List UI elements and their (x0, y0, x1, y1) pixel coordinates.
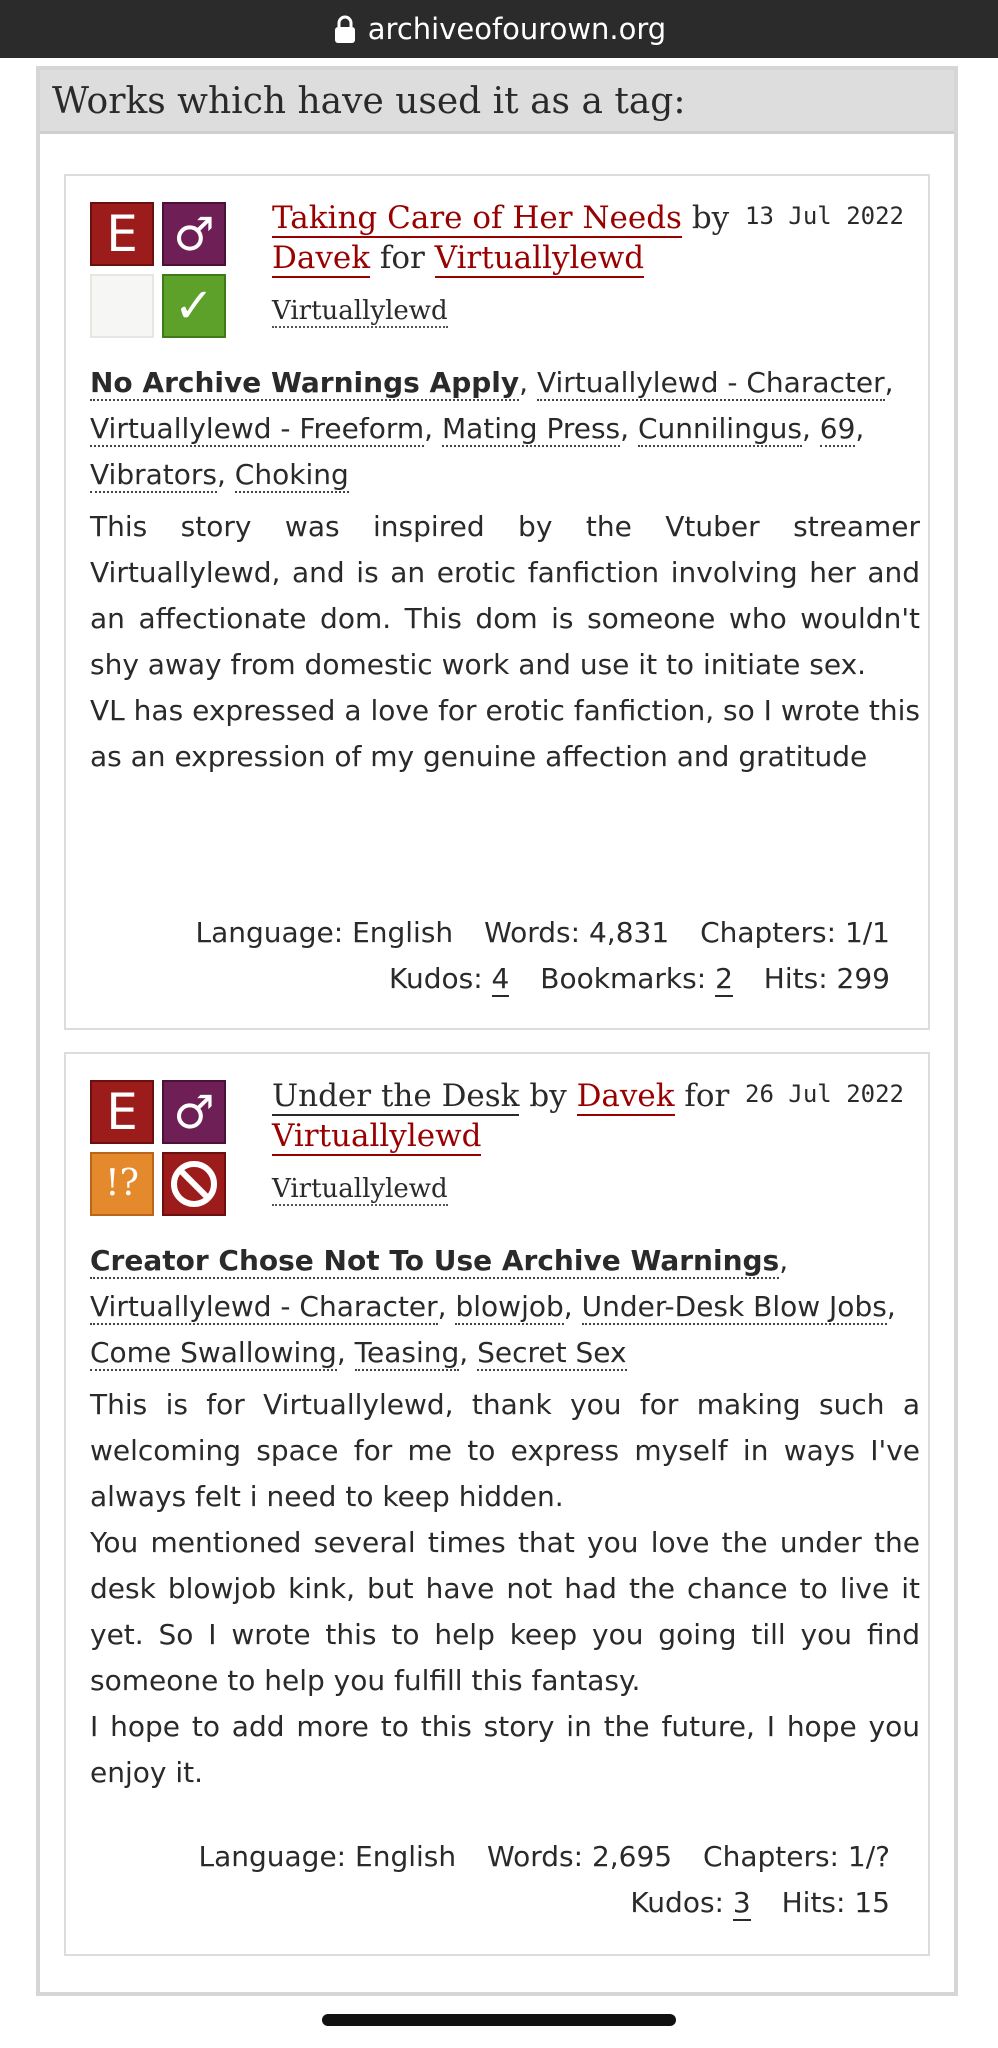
tag[interactable]: Secret Sex (477, 1336, 627, 1369)
tagged-works-panel (36, 66, 958, 1996)
browser-url-text: archiveofourown.org (367, 12, 667, 46)
warning-tag[interactable]: No Archive Warnings Apply (90, 366, 520, 399)
category-mm-icon[interactable]: ♂ (162, 1080, 226, 1144)
category-mm-icon[interactable]: ♂ (162, 202, 226, 266)
home-indicator[interactable] (322, 2014, 676, 2026)
tag-list: Creator Chose Not To Use Archive Warnings, Virtuallylewd - Character, blowjob, Under-Desk Blow Jobs, Come Swallowing, Teasing, Secret Sex (90, 1244, 896, 1369)
tag[interactable]: blowjob (455, 1290, 564, 1323)
kudos-link[interactable]: 4 (491, 962, 510, 995)
author-link[interactable]: Davek (576, 1078, 675, 1114)
work-blurb (64, 1052, 930, 1956)
recipient-link[interactable]: Virtuallylewd (434, 240, 645, 276)
rating-explicit-icon[interactable]: E (90, 202, 154, 266)
tag[interactable]: Cunnilingus (637, 412, 802, 445)
work-stats: Language: English Words: 2,695 Chapters: 1/? Kudos: 3 Hits: 15 (198, 1840, 890, 1919)
lock-icon (332, 14, 358, 44)
work-stats: Language: English Words: 4,831 Chapters: 1/1 Kudos: 4 Bookmarks: 2 Hits: 299 (195, 916, 890, 995)
tag[interactable]: Teasing (354, 1336, 460, 1369)
work-blurb (64, 174, 930, 1030)
work-summary: This story was inspired by the Vtuber streamer Virtuallylewd, and is an erotic fanfiction involving her and an affectionate dom. This dom is someone who wouldn't shy away from domestic work and use it to initiate sex. VL has expressed a love for erotic fanfiction, so I wrote this as an expression of my genuine affection and gratitude (90, 510, 920, 773)
no-warnings-icon[interactable] (90, 274, 154, 338)
required-tags-icons (90, 202, 230, 342)
recipient-link[interactable]: Virtuallylewd (272, 1118, 482, 1154)
work-date: 13 Jul 2022 (745, 202, 904, 230)
work-heading: Taking Care of Her Needs by Davek for Virtuallylewd (272, 200, 730, 276)
tag[interactable]: Choking (234, 458, 349, 491)
no-entry-glyph (164, 1154, 224, 1214)
author-link[interactable]: Davek (272, 240, 370, 276)
choose-not-to-warn-icon[interactable]: !? (90, 1152, 154, 1216)
work-summary: This is for Virtuallylewd, thank you for making such a welcoming space for me to express myself in ways I've always felt i need to keep hidden. You mentioned several times that you love the under the desk blowjob kink, but have not had the chance to live it yet. So I wrote this to help keep you going till you find someone to help you fulfill this fantasy. I hope to add more to this story in the future, I hope you enjoy it. (90, 1388, 920, 1789)
section-heading: Works which have used it as a tag: (40, 70, 954, 134)
tag-list: No Archive Warnings Apply, Virtuallylewd - Character, Virtuallylewd - Freeform, Mating Press, Cunnilingus, 69, Vibrators, Choking (90, 366, 894, 491)
rating-explicit-icon[interactable]: E (90, 1080, 154, 1144)
work-title-link[interactable]: Taking Care of Her Needs (272, 200, 682, 236)
browser-url-bar[interactable] (0, 0, 998, 58)
complete-check-icon[interactable]: ✓ (162, 274, 226, 338)
incomplete-icon[interactable] (162, 1152, 226, 1216)
fandom-link[interactable]: Virtuallylewd (272, 296, 448, 326)
tag[interactable]: 69 (819, 412, 856, 445)
tag[interactable]: Come Swallowing (90, 1336, 337, 1369)
tag[interactable]: Virtuallylewd - Freeform (90, 412, 425, 445)
required-tags-icons (90, 1080, 230, 1220)
tag[interactable]: Mating Press (441, 412, 621, 445)
fandom-link[interactable]: Virtuallylewd (272, 1174, 448, 1204)
tag[interactable]: Virtuallylewd - Character (536, 366, 885, 399)
tag[interactable]: Under-Desk Blow Jobs (581, 1290, 887, 1323)
tag[interactable]: Virtuallylewd - Character (90, 1290, 438, 1323)
tag[interactable]: Vibrators (90, 458, 217, 491)
kudos-link[interactable]: 3 (732, 1886, 751, 1919)
work-heading: Under the Desk by Davek for Virtuallylewd (272, 1078, 730, 1154)
work-title-link[interactable]: Under the Desk (272, 1078, 520, 1114)
work-date: 26 Jul 2022 (745, 1080, 904, 1108)
warning-tag[interactable]: Creator Chose Not To Use Archive Warnings (90, 1244, 780, 1277)
bookmarks-link[interactable]: 2 (715, 962, 733, 995)
